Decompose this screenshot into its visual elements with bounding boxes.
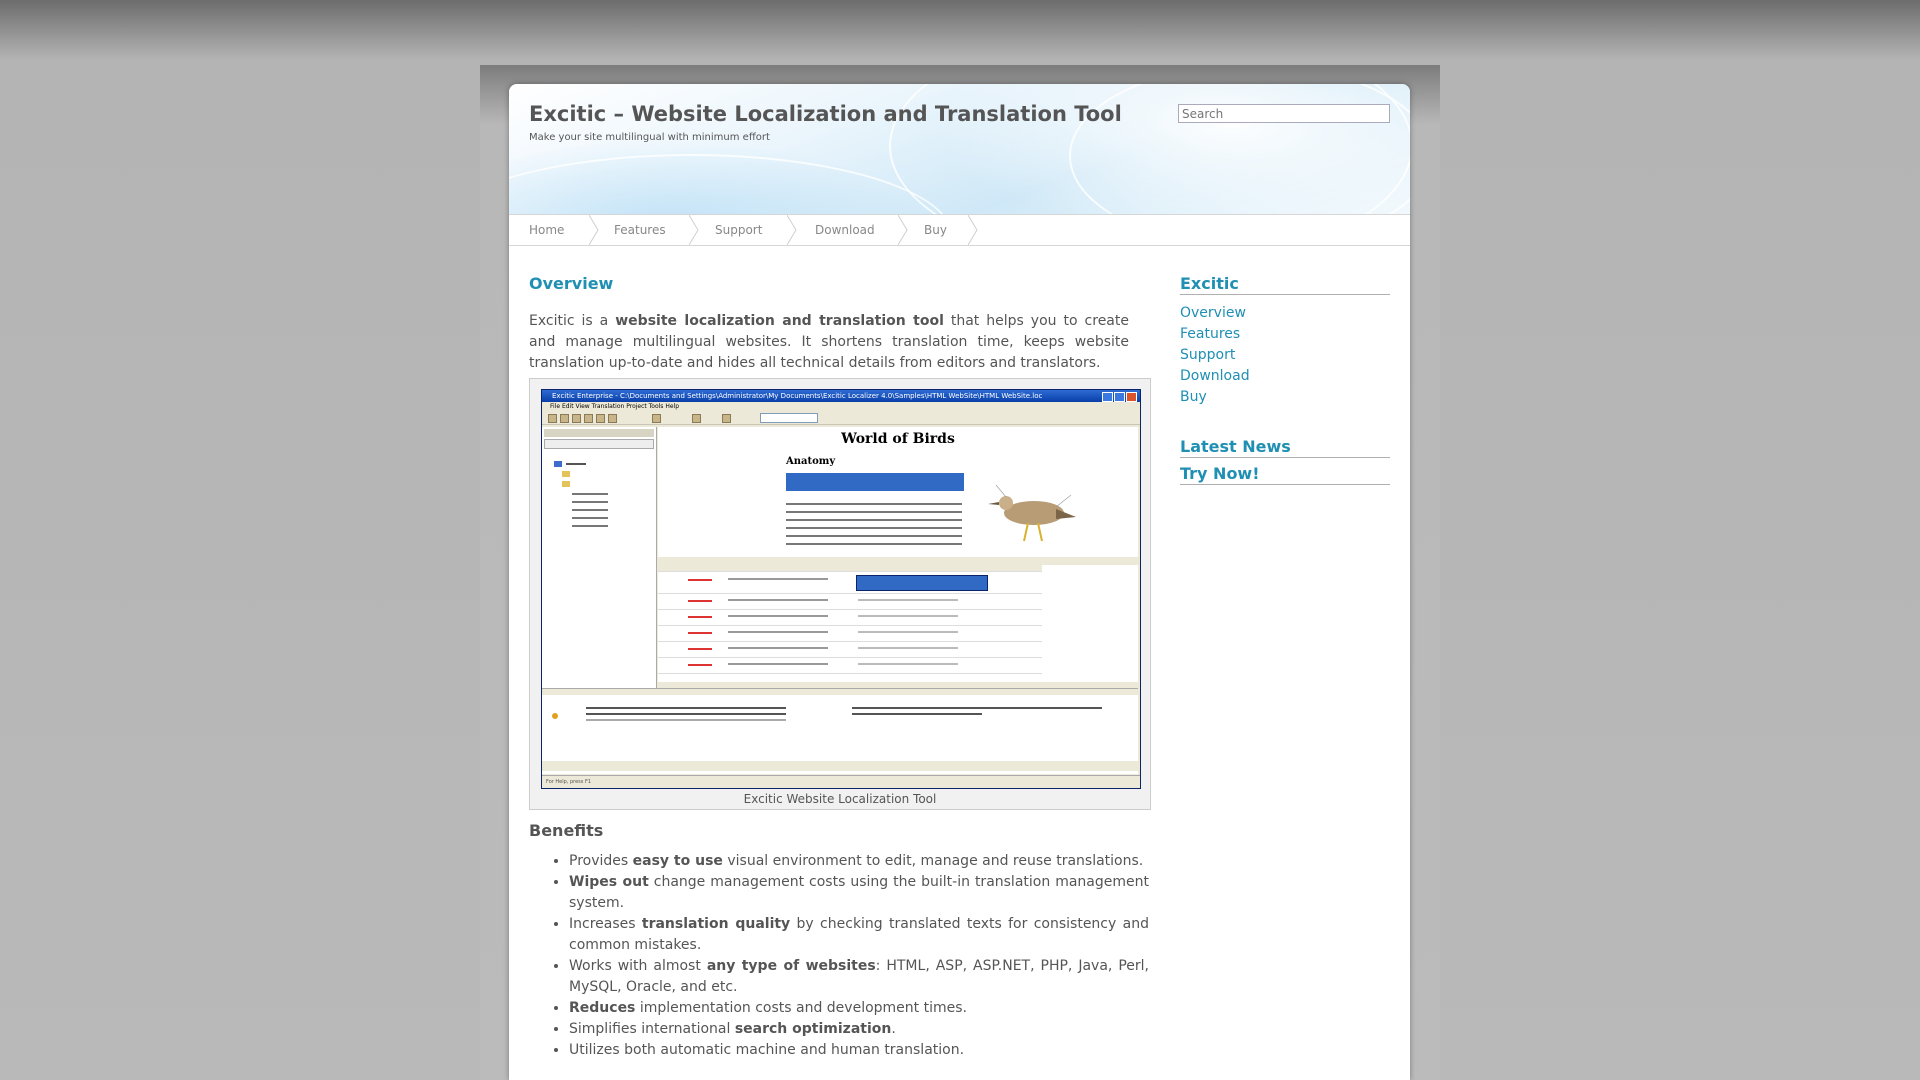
app-translation-memory-pane <box>542 688 1138 774</box>
grid-row <box>658 610 1042 626</box>
benefit-text: Utilizes both automatic machine and human translation. <box>569 1042 965 1058</box>
benefit-text: visual environment to edit, manage and reuse translations. <box>722 853 1144 869</box>
tm-target-text <box>586 719 786 721</box>
target-cell <box>858 599 958 601</box>
benefit-bold-text: Reduces <box>569 1000 636 1016</box>
sidebar-links <box>1180 303 1390 408</box>
benefit-text: implementation costs and development times. <box>635 1000 967 1016</box>
maximize-icon <box>1114 392 1125 402</box>
sidebar-link-support[interactable]: Support <box>1180 347 1236 363</box>
tree-item <box>566 463 586 465</box>
intro-bold-text: website localization and translation tool <box>615 313 944 329</box>
nav-item-home[interactable]: Home <box>529 223 565 237</box>
toolbar-icon <box>548 414 557 423</box>
nav-separator-icon <box>787 215 797 245</box>
benefit-bold-text: search optimization <box>734 1021 892 1037</box>
benefit-text: Simplifies international <box>569 1021 735 1037</box>
nav-item-features[interactable]: Features <box>614 223 666 237</box>
benefit-text: by checking translated texts for consistency and common mistakes. <box>569 916 1149 953</box>
doc-text-line <box>786 535 962 537</box>
site-tagline: Make your site multilingual with minimum effort <box>529 132 770 143</box>
nav-item-support[interactable]: Support <box>715 223 763 237</box>
source-cell <box>728 578 828 580</box>
source-cell <box>728 615 828 617</box>
benefit-text: : HTML, ASP, ASP.NET, PHP, Java, Perl, MySQL, Oracle, and etc. <box>569 958 1149 995</box>
main-navigation <box>509 214 1410 246</box>
app-toolbar <box>542 412 1140 425</box>
doc-text-line <box>786 503 962 505</box>
doc-text-line <box>786 543 962 545</box>
benefit-text: Increases <box>569 916 642 932</box>
app-menubar: File Edit View Translation Project Tools Help <box>550 403 680 410</box>
grid-row <box>658 573 1042 594</box>
app-window-titlebar: Excitic Enterprise - C:\Documents and Settings\Administrator\My Documents\Excitic Localizer 4.0\Samples\HTML WebSite\HTML WebSite.loc <box>542 390 1140 402</box>
doc-preview-title: World of Birds <box>841 431 955 447</box>
app-document-preview <box>658 427 1138 558</box>
toolbar-icon <box>560 414 569 423</box>
target-cell <box>858 631 958 633</box>
list-item <box>569 872 1149 914</box>
benefit-bold-text: Wipes out <box>569 874 649 890</box>
list-item <box>569 914 1149 956</box>
list-item <box>569 998 1149 1019</box>
status-cell <box>688 579 712 581</box>
close-icon <box>1126 392 1137 402</box>
search-input[interactable] <box>1178 104 1390 123</box>
intro-text: that helps you to create and manage multilingual websites. It shortens translation time, keeps website translation up-to-date and hides all technical details from editors and translators. <box>529 313 1129 371</box>
source-cell <box>728 599 828 601</box>
toolbar-icon <box>692 414 701 423</box>
app-bottom-tabs <box>542 761 1138 771</box>
doc-text-line <box>786 511 962 513</box>
list-item <box>569 851 1149 872</box>
nav-pane-filter <box>544 439 654 449</box>
benefits-heading: Benefits <box>529 821 604 840</box>
language-select <box>760 413 818 423</box>
sidebar-heading-excitic[interactable]: Excitic <box>1180 274 1390 295</box>
list-item <box>569 1019 1149 1040</box>
bulb-icon <box>552 713 558 719</box>
toolbar-icon <box>722 414 731 423</box>
site-title[interactable]: Excitic – Website Localization and Translation Tool <box>529 102 1122 126</box>
nav-separator-icon <box>898 215 908 245</box>
folder-icon <box>554 461 562 467</box>
header-swirl-decoration <box>509 154 953 214</box>
doc-text-line <box>786 527 962 529</box>
grid-row <box>658 594 1042 610</box>
source-cell <box>728 631 828 633</box>
tm-source-text <box>586 707 786 709</box>
toolbar-icon <box>596 414 605 423</box>
folder-icon <box>562 481 570 487</box>
tm-suggestion-text <box>852 713 982 715</box>
active-translation-cell <box>856 575 988 591</box>
tm-pane-header <box>542 689 1138 695</box>
nav-item-buy[interactable]: Buy <box>924 223 947 237</box>
benefit-text: change management costs using the built-in translation management system. <box>569 874 1149 911</box>
page-container <box>509 84 1410 1080</box>
status-cell <box>688 616 712 618</box>
product-screenshot-figure <box>529 378 1151 810</box>
nav-separator-icon <box>589 215 599 245</box>
tree-item <box>572 525 608 527</box>
toolbar-icon <box>652 414 661 423</box>
grid-row <box>658 642 1042 658</box>
sidebar-heading-try-now[interactable]: Try Now! <box>1180 464 1390 485</box>
sidebar <box>1180 274 1390 485</box>
product-screenshot-image[interactable] <box>541 389 1141 789</box>
folder-icon <box>562 471 570 477</box>
bird-skeleton-illustration <box>976 475 1096 547</box>
tree-item <box>572 509 608 511</box>
status-cell <box>688 600 712 602</box>
benefit-bold-text: translation quality <box>641 916 791 932</box>
doc-tabs <box>658 557 1138 565</box>
sidebar-link-features[interactable]: Features <box>1180 326 1241 342</box>
list-item <box>569 1040 1149 1061</box>
source-cell <box>728 663 828 665</box>
intro-text: Excitic is a <box>529 313 616 329</box>
app-navigation-pane <box>542 427 657 725</box>
sidebar-link-download[interactable]: Download <box>1180 368 1250 384</box>
target-cell <box>858 615 958 617</box>
nav-pane-header <box>544 429 654 437</box>
main-content <box>529 274 1129 806</box>
list-item <box>569 956 1149 998</box>
sidebar-link-overview[interactable]: Overview <box>1180 305 1246 321</box>
doc-text-line <box>786 519 962 521</box>
nav-separator-icon <box>689 215 699 245</box>
grid-row <box>658 658 1042 674</box>
target-cell <box>858 647 958 649</box>
toolbar-icon <box>608 414 617 423</box>
source-cell <box>728 647 828 649</box>
tm-source-text <box>586 713 786 715</box>
tree-item <box>572 493 608 495</box>
screenshot-caption: Excitic Website Localization Tool <box>743 792 937 806</box>
doc-preview-heading: Anatomy <box>786 456 836 467</box>
site-header <box>509 84 1410 214</box>
app-translation-grid <box>658 565 1138 682</box>
benefit-text: Works with almost <box>569 958 707 974</box>
status-cell <box>688 664 712 666</box>
benefits-list <box>529 851 1149 1061</box>
tree-item <box>572 501 608 503</box>
tm-suggestion-text <box>852 707 1102 709</box>
nav-separator-icon <box>968 215 978 245</box>
doc-selected-text <box>786 473 964 491</box>
target-cell <box>858 663 958 665</box>
nav-item-download[interactable]: Download <box>815 223 875 237</box>
grid-row <box>658 626 1042 642</box>
sidebar-heading-latest-news[interactable]: Latest News <box>1180 437 1390 458</box>
benefit-text: Provides <box>569 853 633 869</box>
benefit-bold-text: easy to use <box>632 853 723 869</box>
benefit-text: . <box>891 1021 896 1037</box>
app-statusbar: For Help, press F1 <box>542 775 1141 788</box>
toolbar-icon <box>572 414 581 423</box>
sidebar-link-buy[interactable]: Buy <box>1180 389 1207 405</box>
benefit-bold-text: any type of websites <box>706 958 876 974</box>
toolbar-icon <box>584 414 593 423</box>
overview-heading: Overview <box>529 274 614 293</box>
grid-header <box>658 565 1042 572</box>
status-cell <box>688 632 712 634</box>
intro-paragraph <box>529 311 1129 374</box>
minimize-icon <box>1102 392 1113 402</box>
status-cell <box>688 648 712 650</box>
tree-item <box>572 517 608 519</box>
